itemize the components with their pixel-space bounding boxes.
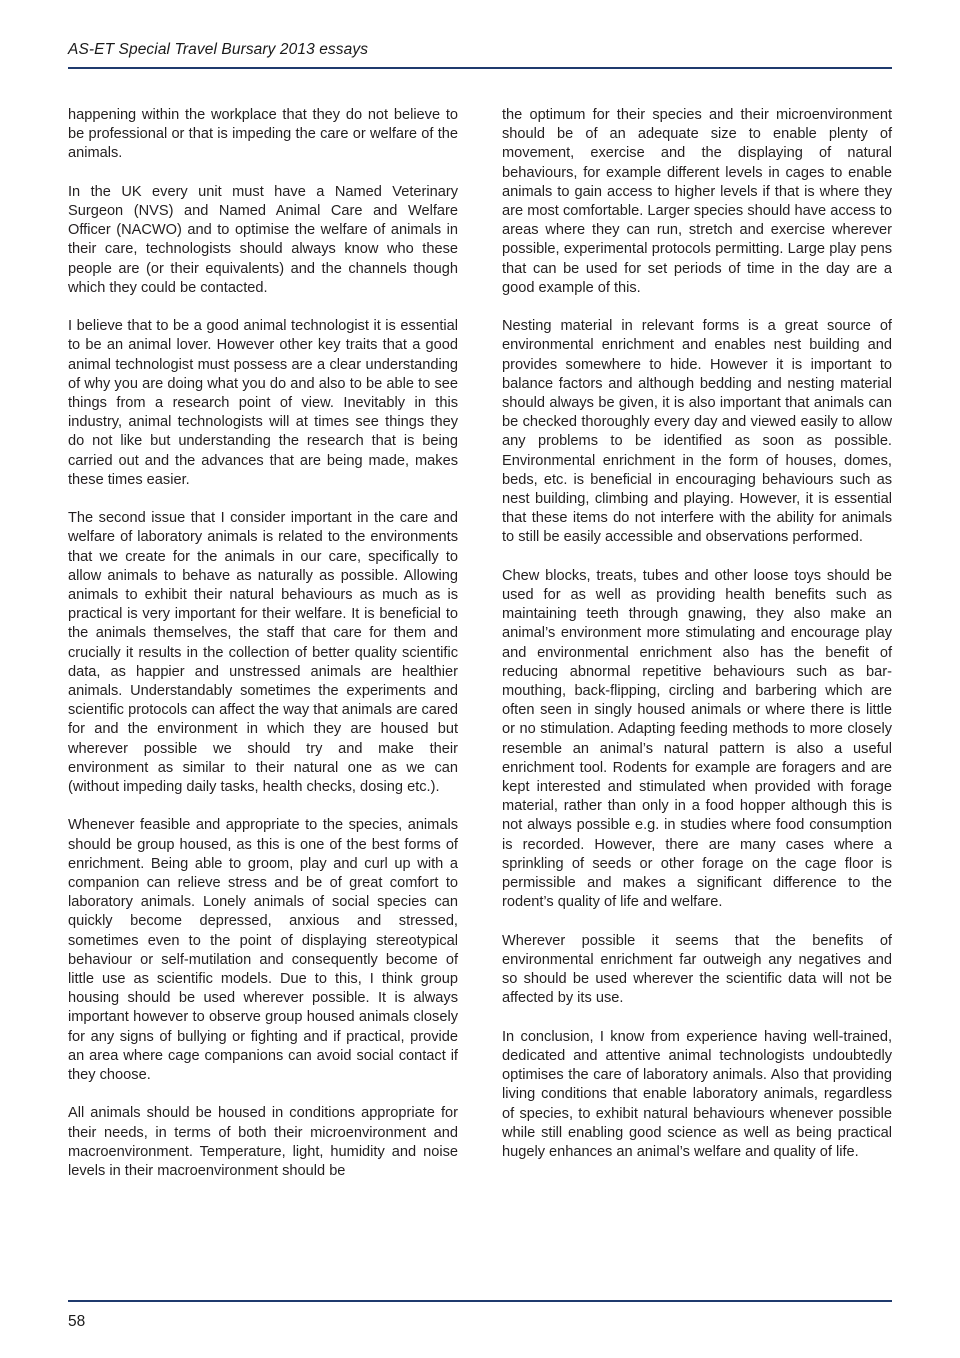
paragraph: happening within the workplace that they do not believe to be professional or that is impeding the care or welfare of the animals. xyxy=(68,107,458,162)
paragraph: All animals should be housed in conditions appropriate for their needs, in terms of both their microenvironment and macroenvironment. Temperature, light, humidity and noise levels in their macroenvironment should be xyxy=(68,1105,458,1180)
footer-rule xyxy=(68,1300,892,1302)
paragraph: In conclusion, I know from experience having well-trained, dedicated and attentive animal technologists undoubtedly optimises the care of laboratory animals. Also that providing living conditions that enable laboratory animals, regardless of species, to exhibit natural behaviours whenever possible while still enabling good science as well as being practical hugely enhances an animal’s welfare and quality of life. xyxy=(502,1028,892,1160)
paragraph: In the UK every unit must have a Named Veterinary Surgeon (NVS) and Named Animal Care and Welfare Officer (NACWO) and to optimise the welfare of animals in their care, technologists should always know who these people are (or their equivalents) and the channels though which they could be contacted. xyxy=(68,183,458,296)
paragraph: Whenever feasible and appropriate to the species, animals should be group housed, as this is one of the best forms of enrichment. Being able to groom, play and curl up with a companion can relieve stress and be of great comfort to laboratory animals. Lonely animals of social species can quickly become depressed, anxious and stressed, sometimes even to the point of displaying stereotypical behaviour or self-mutilation and consequently become of little use as scientific models. Due to this, I think group housing should be used wherever possible. It is always important however to observe group housed animals closely for any signs of bullying or fighting and if practical, provide an area where cage companions can avoid social contact if they choose. xyxy=(68,817,458,1084)
left-column xyxy=(68,106,458,1181)
running-header-title: AS-ET Special Travel Bursary 2013 essays xyxy=(68,41,369,58)
paragraph: I believe that to be a good animal technologist it is essential to be an animal lover. However other key traits that a good animal technologist must possess are a clear understanding of why you are doing what you do and also to be able to see things from a research point of view. Inevitably in this industry, animal technologists will at times see things they do not like but understanding the research that is being carried out and the advances that are being made, makes these times easier. xyxy=(68,318,458,488)
right-column xyxy=(502,106,892,1162)
header-rule xyxy=(68,67,892,69)
paragraph: The second issue that I consider important in the care and welfare of laboratory animals is related to the environments that we create for the animals in our care, specifically to allow animals to behave as naturally as possible. Allowing animals to exhibit their natural behaviours as much as is practical is very important for their welfare. It is beneficial to the animals themselves, the staff that care for them and crucially it results in the collection of better quality scientific data, as happier and unstressed animals are healthier animals. Understandably sometimes the experiments and scientific protocols can affect the way that animals are cared for and the environment in which they are housed but wherever possible we should try and make their environment as similar to their natural one as we can (without impeding daily tasks, health checks, dosing etc.). xyxy=(68,510,458,796)
paragraph: the optimum for their species and their microenvironment should be of an adequate size to enable plenty of movement, exercise and the displaying of natural behaviours, for example different levels in cages to enable animals to gain access to higher levels if that is where they are most comfortable. Larger species should have access to areas where they can run, stretch and exercise wherever possible, experimental protocols permitting. Large play pens that can be used for set periods of time in the day are a good example of this. xyxy=(502,107,892,296)
paragraph: Chew blocks, treats, tubes and other loose toys should be used for as well as providing health benefits such as maintaining teeth through gnawing, they also make an animal’s environment more stimulating and encourage play and environmental enrichment also has the benefit of reducing abnormal repetitive behaviours such as bar-mouthing, back-flipping, circling and barbering which are often seen in singly housed animals or where there is little or no stimulation. Adapting feeding methods to more closely resemble an animal’s natural pattern is also a useful enrichment tool. Rodents for example are foragers and are kept interested and stimulated when provided with forage material, rather than only in a food hopper although this is not always possible e.g. in studies where food consumption is recorded. However, there are many cases where a sprinkling of seeds or other forage on the cage floor is permissible and makes a significant difference to the rodent’s quality of life and welfare. xyxy=(502,567,892,911)
paragraph: Wherever possible it seems that the benefits of environmental enrichment far outweigh any negatives and so should be used wherever the scientific data will not be affected by its use. xyxy=(502,932,892,1007)
paragraph: Nesting material in relevant forms is a great source of environmental enrichment and enables nest building and provides somewhere to hide. However it is important to balance factors and although bedding and nesting material should always be given, it is also important that animals can be checked thoroughly every day and viewed easily to allow any problems to be identified as soon as possible. Environmental enrichment in the form of houses, domes, beds, etc. is beneficial in encouraging behaviours such as nest building, climbing and playing. However, it is essential that these items do not interfere with the ability for animals to still be easily accessible and observations performed. xyxy=(502,318,892,546)
page-number: 58 xyxy=(68,1313,86,1330)
